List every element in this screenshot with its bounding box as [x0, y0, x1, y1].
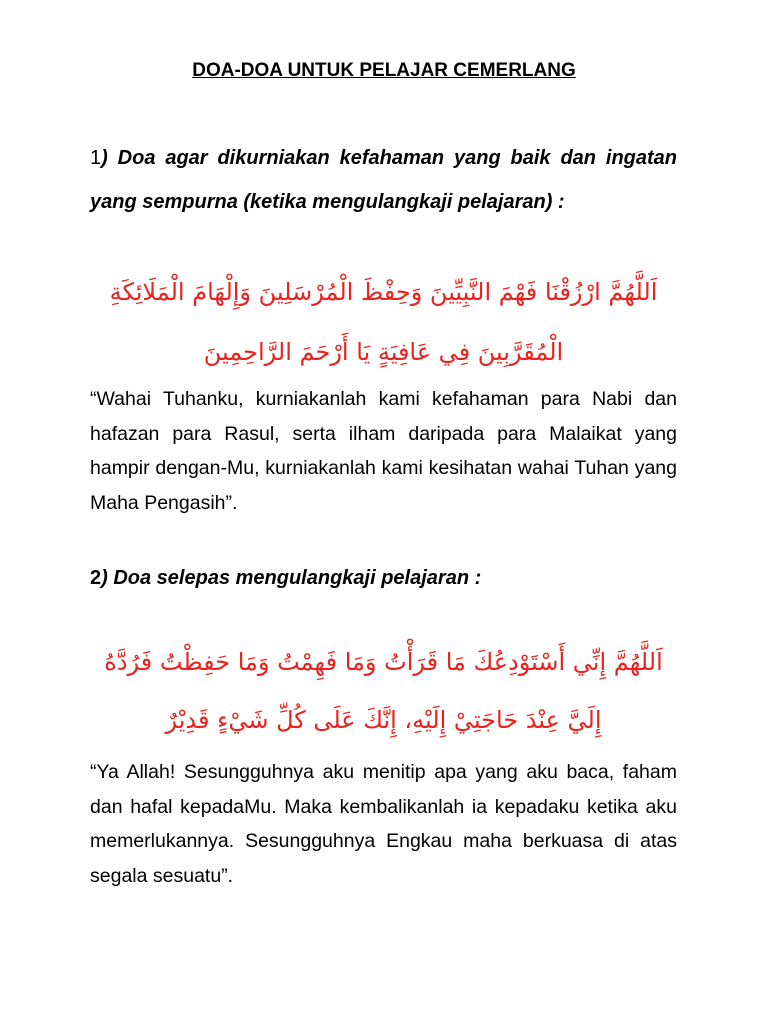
- section-1-translation: “Wahai Tuhanku, kurniakanlah kami kefahaman para Nabi dan hafazan para Rasul, serta ilham daripada para Malaikat yang hampir dengan-Mu, kurniakanlah kami kesihatan wahai Tuhan yang Maha Pengasih”.: [90, 388, 677, 514]
- section-2-heading: [90, 556, 677, 600]
- section-2-number: 2: [90, 567, 102, 589]
- page-title-text: DOA-DOA UNTUK PELAJAR CEMERLANG: [192, 60, 576, 81]
- section-2-arabic-line-2: إِلَيَّ عِنْدَ حَاجَتِيْ إِلَيْهِ، إِنَّكَ عَلَى كُلِّ شَيْءٍ قَدِيْرٌ: [165, 706, 602, 734]
- section-2-heading-text: ) Doa selepas mengulangkaji pelajaran :: [101, 567, 482, 589]
- section-2-arabic-line-1: اَللَّهُمَّ إِنِّي أَسْتَوْدِعُكَ مَا قَرَأْتُ وَمَا فَهِمْتُ وَمَا حَفِظْتُ فَرُدَّهُ: [104, 648, 663, 676]
- section-1-heading-text: ) Doa agar dikurniakan kefahaman yang baik dan ingatan yang sempurna (ketika mengulangkaji pelajaran) :: [90, 147, 677, 213]
- section-2-translation: “Ya Allah! Sesungguhnya aku menitip apa yang aku baca, faham dan hafal kepadaMu. Maka kembalikanlah ia kepadaku ketika aku memerlukannya. Sesungguhnya Engkau maha berkuasa di atas segala sesuatu”.: [90, 761, 677, 887]
- section-1-arabic-line-1: اَللَّهُمَّ ارْزُقْنَا فَهْمَ النَّبِيِّينَ وَحِفْظَ الْمُرْسَلِينَ وَإِلْهَامَ الْمَلَائِكَةِ: [109, 278, 658, 306]
- section-1-heading: [90, 136, 677, 224]
- section-1-arabic-line-2: الْمُقَرَّبِينَ فِي عَافِيَةٍ يَا أَرْحَمَ الرَّاحِمِينَ: [203, 338, 564, 366]
- section-1-number: 1: [90, 147, 102, 169]
- page-title: [0, 60, 768, 82]
